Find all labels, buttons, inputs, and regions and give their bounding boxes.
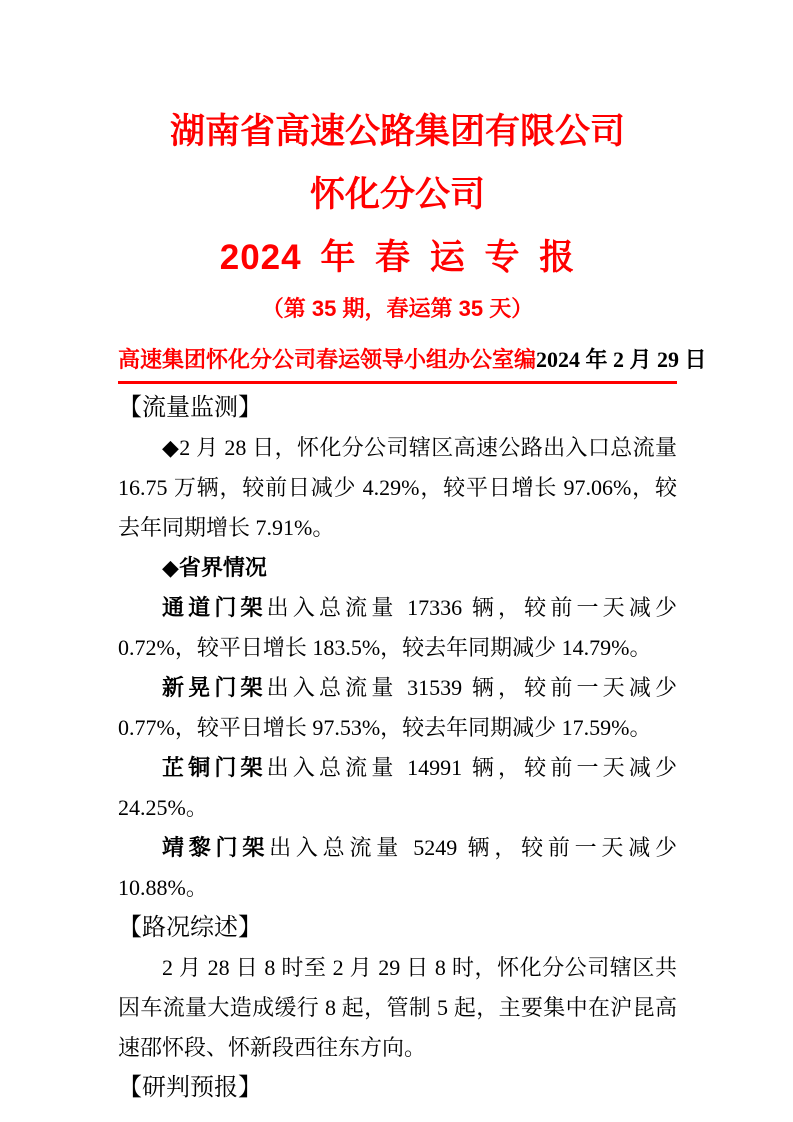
branch-title: 怀化分公司: [309, 175, 485, 214]
document-body: [118, 388, 677, 1108]
issue-date: 2024 年 2 月 29 日: [536, 347, 707, 372]
issue-subtitle: （第 35 期，春运第 35 天）: [261, 296, 534, 321]
gantry-detail: 出入总流量 14991 辆，较前一天减少 24.25%。: [118, 755, 677, 820]
traffic-summary-paragraph: ◆2 月 28 日，怀化分公司辖区高速公路出入口总流量 16.75 万辆，较前日减少 4.29%，较平日增长 97.06%，较去年同期增长 7.91%。: [118, 435, 677, 540]
border-situation-subheading: ◆省界情况: [162, 555, 267, 580]
report-title: 2024 年 春 运 专 报: [219, 238, 576, 277]
gantry-paragraph-tongdao: [118, 588, 677, 668]
gantry-name: 靖黎门架: [162, 835, 270, 860]
section-heading-road: 【路况综述】: [118, 914, 262, 941]
road-conditions-paragraph: 2 月 28 日 8 时至 2 月 29 日 8 时，怀化分公司辖区共因车流量大造成缓行 8 起，管制 5 起，主要集中在沪昆高速邵怀段、怀新段西往东方向。: [118, 955, 677, 1060]
gantry-paragraph-xinhuang: [118, 668, 677, 748]
gantry-detail: 出入总流量 5249 辆，较前一天减少 10.88%。: [118, 835, 677, 900]
editor-label: 高速集团怀化分公司春运领导小组办公室编: [118, 347, 537, 372]
gantry-paragraph-jingli: [118, 828, 677, 908]
org-title: 湖南省高速公路集团有限公司: [169, 112, 625, 151]
gantry-name: 新晃门架: [162, 675, 267, 700]
gantry-detail: 出入总流量 17336 辆，较前一天减少 0.72%，较平日增长 183.5%，较去年同期减少 14.79%。: [118, 595, 677, 660]
gantry-name: 芷铜门架: [162, 755, 267, 780]
gantry-name: 通道门架: [162, 595, 267, 620]
gantry-detail: 出入总流量 31539 辆，较前一天减少 0.77%，较平日增长 97.53%，较去年同期减少 17.59%。: [118, 675, 677, 740]
section-heading-forecast: 【研判预报】: [118, 1074, 262, 1101]
section-heading-traffic: 【流量监测】: [118, 394, 262, 421]
editor-row: [118, 345, 707, 384]
gantry-paragraph-zhitong: [118, 748, 677, 828]
document-header: [118, 100, 677, 329]
